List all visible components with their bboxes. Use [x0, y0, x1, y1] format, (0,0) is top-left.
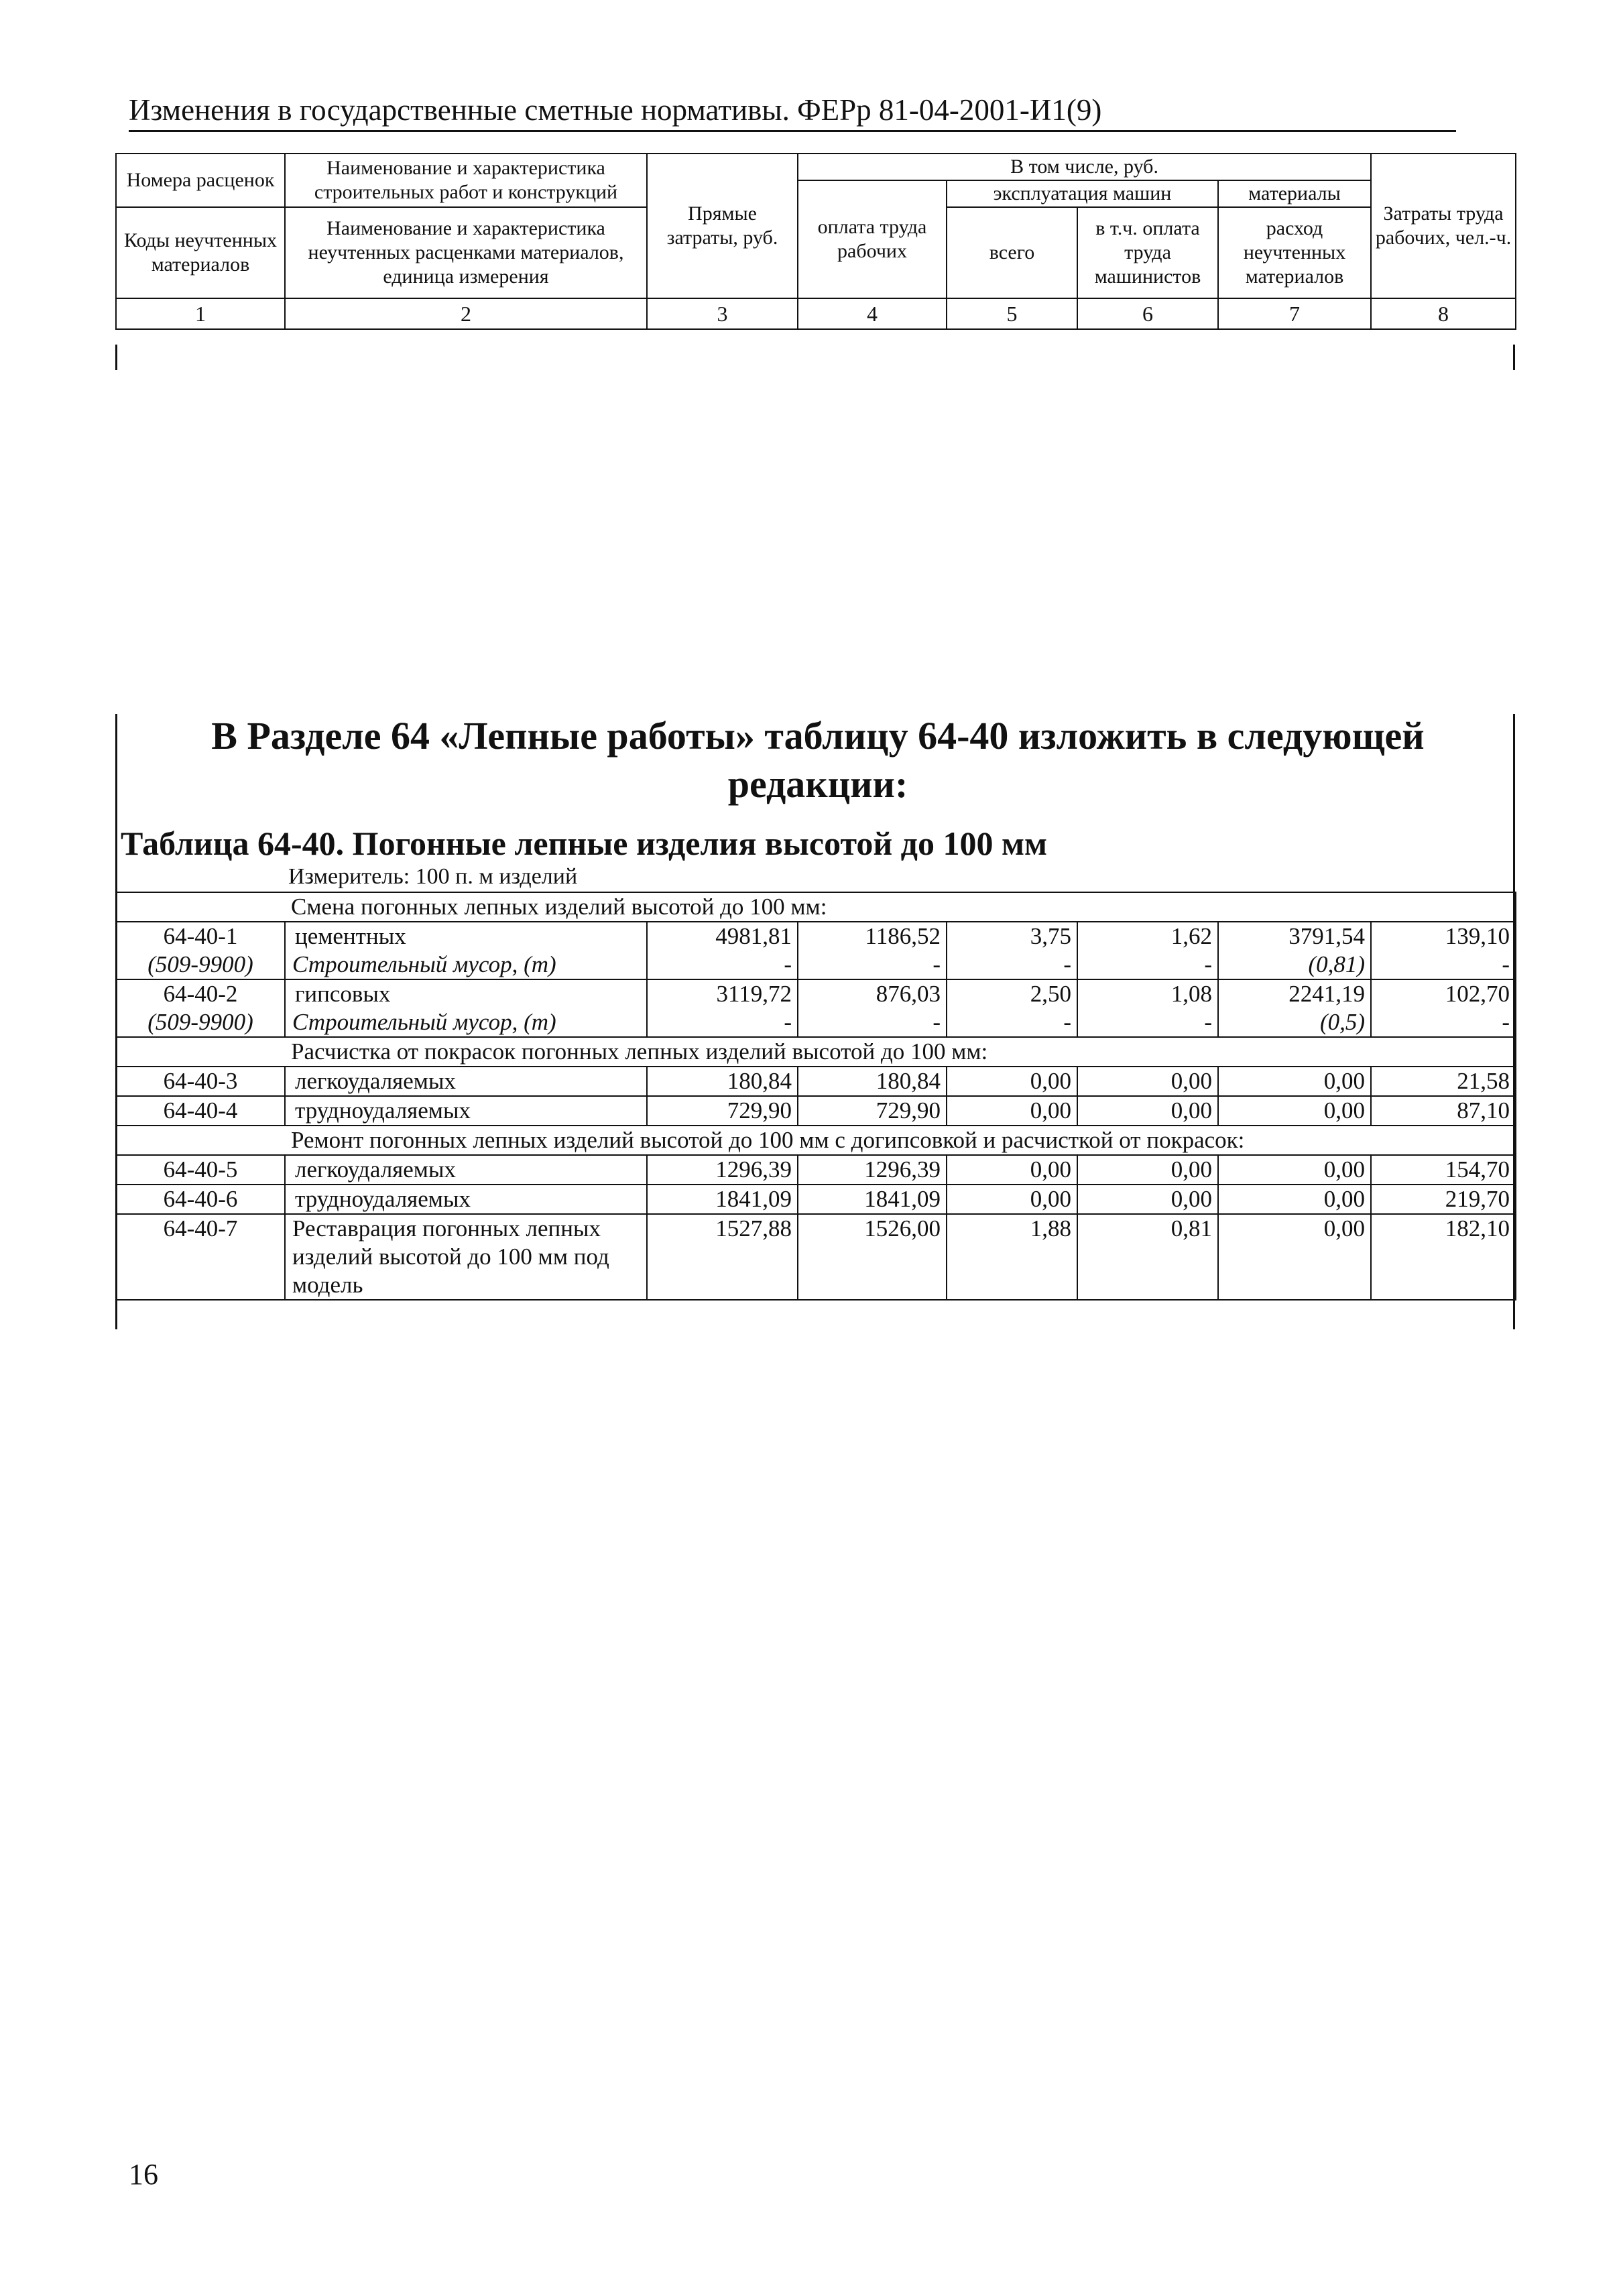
group-row: [116, 892, 1516, 922]
labor-costs: 219,70: [1371, 1185, 1516, 1214]
table-row: [116, 1008, 1516, 1037]
running-header: Изменения в государственные сметные нормативы. ФЕРр 81-04-2001-И1(9): [129, 91, 1456, 132]
rates-table: [115, 892, 1516, 1301]
table-row: [116, 951, 1516, 979]
materials-cost: 0,00: [1218, 1214, 1371, 1300]
workers-wages: 1296,39: [798, 1155, 947, 1185]
column-header-table: [115, 153, 1516, 330]
operator-wages: 0,00: [1077, 1185, 1218, 1214]
work-name: легкоудаляемых: [285, 1155, 647, 1185]
rate-code: 64-40-5: [116, 1155, 285, 1185]
table-row: [116, 979, 1516, 1008]
operator-wages: 0,81: [1077, 1214, 1218, 1300]
table-row: [116, 1096, 1516, 1126]
operator-wages: 1,08: [1077, 979, 1218, 1008]
rate-code: 64-40-1: [116, 922, 285, 951]
labor-costs: 102,70: [1371, 979, 1516, 1008]
work-name: гипсовых: [285, 979, 647, 1008]
header-works-name: Наименование и характеристика строительных работ и конструкций: [285, 154, 647, 207]
rate-code: 64-40-6: [116, 1185, 285, 1214]
group-heading: Смена погонных лепных изделий высотой до 100 мм:: [116, 892, 1516, 922]
labor-costs: -: [1371, 951, 1516, 979]
header-direct-costs: Прямые затраты, руб.: [647, 154, 798, 298]
machines-total: 0,00: [947, 1096, 1077, 1126]
table-row: [116, 1155, 1516, 1185]
workers-wages: 876,03: [798, 979, 947, 1008]
column-number: 4: [798, 298, 947, 329]
machines-total: 2,50: [947, 979, 1077, 1008]
operator-wages: 1,62: [1077, 922, 1218, 951]
material-code: (509-9900): [116, 951, 285, 979]
materials-cost: 0,00: [1218, 1096, 1371, 1126]
work-name: трудноудаляемых: [285, 1096, 647, 1126]
workers-wages: 729,90: [798, 1096, 947, 1126]
table-title: Таблица 64-40. Погонные лепные изделия высотой до 100 мм: [121, 825, 1048, 862]
direct-costs: 729,90: [647, 1096, 798, 1126]
work-name: трудноудаляемых: [285, 1185, 647, 1214]
direct-costs: -: [647, 951, 798, 979]
direct-costs: 3119,72: [647, 979, 798, 1008]
machines-total: 0,00: [947, 1155, 1077, 1185]
unit-of-measure: Измеритель: 100 п. м изделий: [288, 864, 578, 889]
machines-total: 3,75: [947, 922, 1077, 951]
workers-wages: 180,84: [798, 1067, 947, 1096]
materials-cost: 3791,54: [1218, 922, 1371, 951]
rate-code: 64-40-4: [116, 1096, 285, 1126]
direct-costs: 1841,09: [647, 1185, 798, 1214]
column-number: 2: [285, 298, 647, 329]
header-machines-total: всего: [947, 207, 1077, 298]
operator-wages: -: [1077, 951, 1218, 979]
header-workers-wages: оплата труда рабочих: [798, 180, 947, 298]
material-code: (509-9900): [116, 1008, 285, 1037]
header-materials: материалы: [1218, 180, 1371, 207]
labor-costs: 21,58: [1371, 1067, 1516, 1096]
labor-costs: 139,10: [1371, 922, 1516, 951]
operator-wages: 0,00: [1077, 1155, 1218, 1185]
header-materials-name: Наименование и характеристика неучтенных расценками материалов, единица измерения: [285, 207, 647, 298]
direct-costs: 4981,81: [647, 922, 798, 951]
table-row: [116, 922, 1516, 951]
materials-cost: 2241,19: [1218, 979, 1371, 1008]
table-row: [116, 1214, 1516, 1300]
header-unaccounted-materials: расход неучтенных материалов: [1218, 207, 1371, 298]
machines-total: -: [947, 951, 1077, 979]
work-name: легкоудаляемых: [285, 1067, 647, 1096]
column-number: 6: [1077, 298, 1218, 329]
rate-code: 64-40-2: [116, 979, 285, 1008]
header-labor-costs: Затраты труда рабочих, чел.-ч.: [1371, 154, 1516, 298]
labor-costs: 87,10: [1371, 1096, 1516, 1126]
material-consumption: (0,81): [1218, 951, 1371, 979]
material-name: Строительный мусор, (т): [285, 1008, 647, 1037]
material-name: Строительный мусор, (т): [285, 951, 647, 979]
workers-wages: 1186,52: [798, 922, 947, 951]
column-number: 8: [1371, 298, 1516, 329]
group-row: [116, 1037, 1516, 1067]
column-number: 7: [1218, 298, 1371, 329]
rate-code: 64-40-7: [116, 1214, 285, 1300]
table-row: [116, 1185, 1516, 1214]
column-number: 1: [116, 298, 285, 329]
rate-code: 64-40-3: [116, 1067, 285, 1096]
table-border-right: [1513, 345, 1515, 370]
workers-wages: -: [798, 1008, 947, 1037]
material-consumption: (0,5): [1218, 1008, 1371, 1037]
table-border-left: [115, 345, 117, 370]
workers-wages: 1526,00: [798, 1214, 947, 1300]
operator-wages: -: [1077, 1008, 1218, 1037]
labor-costs: 154,70: [1371, 1155, 1516, 1185]
page-number: 16: [129, 2158, 158, 2191]
materials-cost: 0,00: [1218, 1067, 1371, 1096]
operator-wages: 0,00: [1077, 1067, 1218, 1096]
group-heading: Ремонт погонных лепных изделий высотой до 100 мм с догипсовкой и расчисткой от покрасок:: [116, 1126, 1516, 1155]
machines-total: -: [947, 1008, 1077, 1037]
workers-wages: 1841,09: [798, 1185, 947, 1214]
work-name: цементных: [285, 922, 647, 951]
work-name: Реставрация погонных лепных изделий высотой до 100 мм под модель: [285, 1214, 647, 1300]
group-row: [116, 1126, 1516, 1155]
direct-costs: 180,84: [647, 1067, 798, 1096]
header-machine-operation: эксплуатация машин: [947, 180, 1218, 207]
labor-costs: 182,10: [1371, 1214, 1516, 1300]
machines-total: 0,00: [947, 1185, 1077, 1214]
operator-wages: 0,00: [1077, 1096, 1218, 1126]
labor-costs: -: [1371, 1008, 1516, 1037]
header-rate-numbers: Номера расценок: [116, 154, 285, 207]
group-heading: Расчистка от покрасок погонных лепных изделий высотой до 100 мм:: [116, 1037, 1516, 1067]
direct-costs: 1296,39: [647, 1155, 798, 1185]
materials-cost: 0,00: [1218, 1155, 1371, 1185]
direct-costs: 1527,88: [647, 1214, 798, 1300]
direct-costs: -: [647, 1008, 798, 1037]
column-number: 5: [947, 298, 1077, 329]
table-row: [116, 1067, 1516, 1096]
header-operator-wages: в т.ч. оплата труда машинистов: [1077, 207, 1218, 298]
machines-total: 1,88: [947, 1214, 1077, 1300]
machines-total: 0,00: [947, 1067, 1077, 1096]
section-title: В Разделе 64 «Лепные работы» таблицу 64-40 изложить в следующей редакции:: [211, 714, 1425, 806]
workers-wages: -: [798, 951, 947, 979]
header-including: В том числе, руб.: [798, 154, 1371, 180]
column-number: 3: [647, 298, 798, 329]
header-material-codes: Коды неучтенных материалов: [116, 207, 285, 298]
materials-cost: 0,00: [1218, 1185, 1371, 1214]
